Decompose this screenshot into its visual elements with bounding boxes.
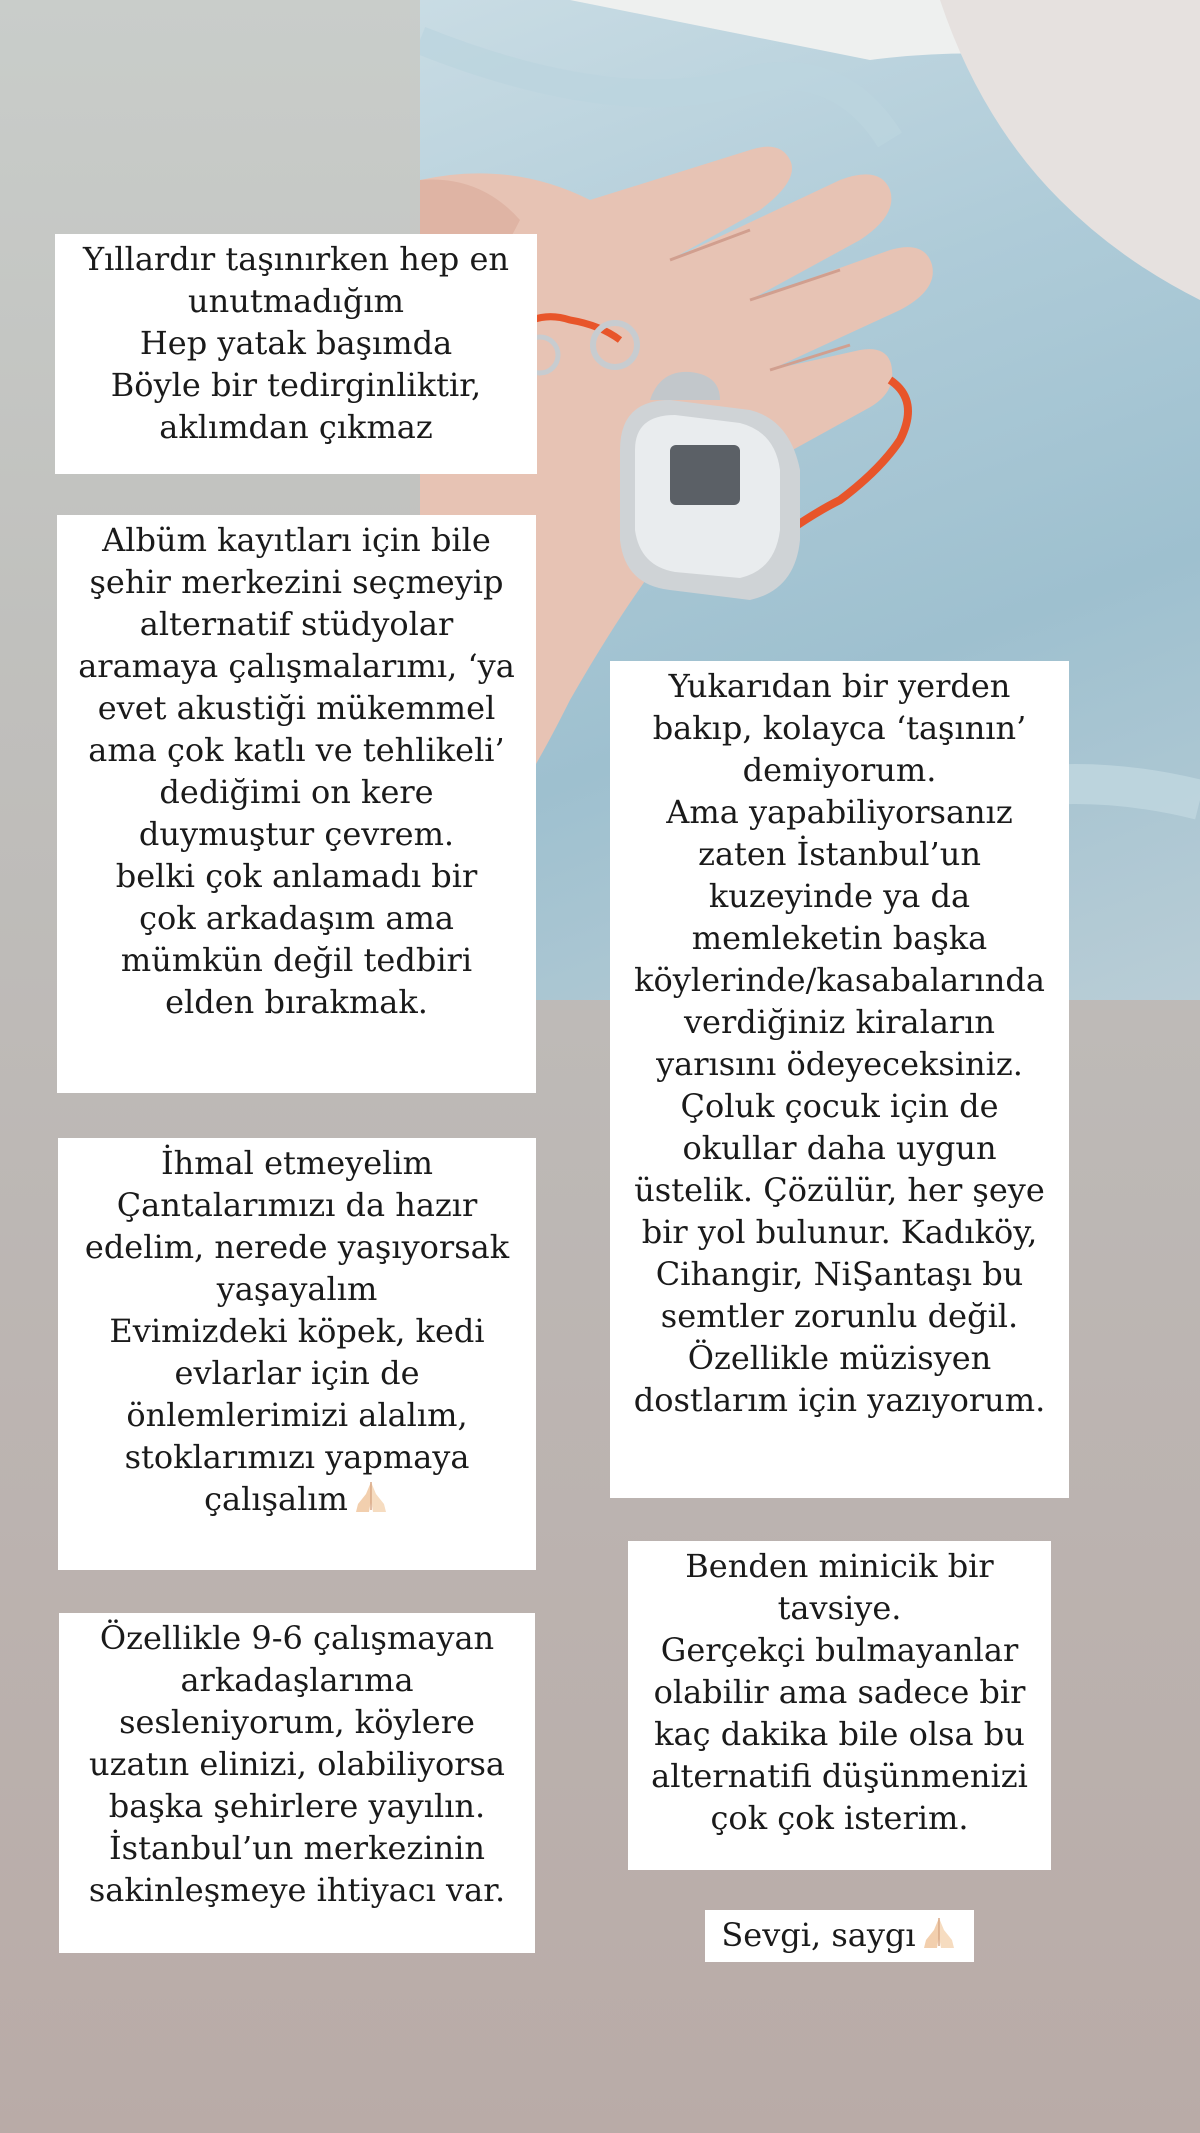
story-text-line: olabilir ama sadece bir bbox=[653, 1673, 1026, 1711]
story-text-box-album bbox=[57, 515, 536, 1093]
story-text-line: dediğimi on kere bbox=[159, 773, 434, 811]
story-text-line: memleketin başka bbox=[691, 919, 988, 957]
story-text-line: Çoluk çocuk için de bbox=[680, 1087, 999, 1125]
story-text-line: edelim, nerede yaşıyorsak bbox=[84, 1228, 510, 1266]
story-text-line: Evimizdeki köpek, kedi bbox=[109, 1312, 485, 1350]
story-text-box-call-to-action bbox=[59, 1613, 535, 1953]
story-text-line: Gerçekçi bulmayanlar bbox=[660, 1631, 1019, 1669]
story-text-line: Sevgi, saygı bbox=[721, 1916, 916, 1954]
story-text-line: arkadaşlarıma bbox=[180, 1661, 414, 1699]
folded-hands-emoji-icon bbox=[352, 1480, 390, 1514]
story-text-line: kuzeyinde ya da bbox=[708, 877, 971, 915]
story-text-line: sesleniyorum, köylere bbox=[119, 1703, 475, 1741]
story-text-line: bir yol bulunur. Kadıköy, bbox=[641, 1213, 1038, 1251]
story-text-line: zaten İstanbul’un bbox=[698, 835, 981, 873]
story-text-line: uzatın elinizi, olabiliyorsa bbox=[88, 1745, 505, 1783]
story-text-box-signoff bbox=[705, 1910, 974, 1962]
story-text-line: evlarlar için de bbox=[174, 1354, 420, 1392]
story-text-line: Hep yatak başımda bbox=[139, 324, 453, 362]
story-text-line: önlemlerimizi alalım, bbox=[126, 1396, 468, 1434]
story-text-line: bakıp, kolayca ‘taşının’ bbox=[652, 709, 1027, 747]
story-text-box-precautions bbox=[58, 1138, 536, 1570]
story-text-line: Albüm kayıtları için bile bbox=[102, 521, 491, 559]
story-text-line: aramaya çalışmalarımı, ‘ya bbox=[78, 647, 515, 685]
folded-hands-emoji-icon bbox=[920, 1916, 958, 1950]
story-text-line: Çantalarımızı da hazır bbox=[116, 1186, 478, 1224]
story-text-line: çok arkadaşım ama bbox=[139, 899, 454, 937]
story-text-line: yaşayalım bbox=[216, 1270, 378, 1308]
story-text-line: çalışalım bbox=[204, 1480, 348, 1518]
story-text-line: üstelik. Çözülür, her şeye bbox=[634, 1171, 1045, 1209]
story-text-line: köylerinde/kasabalarında bbox=[634, 961, 1045, 999]
story-text-line: elden bırakmak. bbox=[165, 983, 428, 1021]
story-text-line: ama çok katlı ve tehlikeli’ bbox=[88, 731, 505, 769]
story-text-line: evet akustiği mükemmel bbox=[97, 689, 496, 727]
story-text-line: İstanbul’un merkezinin bbox=[109, 1829, 485, 1867]
story-text-line: Benden minicik bir bbox=[685, 1547, 994, 1585]
story-text-line: çok çok isterim. bbox=[710, 1799, 969, 1837]
story-text-box-advice bbox=[628, 1541, 1051, 1870]
story-text-line: aklımdan çıkmaz bbox=[159, 408, 433, 446]
story-text-line: duymuştur çevrem. bbox=[138, 815, 455, 853]
story-text-line: Özellikle 9-6 çalışmayan bbox=[99, 1619, 495, 1657]
story-text-line: kaç dakika bile olsa bu bbox=[654, 1715, 1025, 1753]
story-text-line: Yıllardır taşınırken hep en bbox=[83, 240, 509, 278]
story-text-line: belki çok anlamadı bir bbox=[115, 857, 478, 895]
story-text-box-relocation bbox=[610, 661, 1069, 1498]
story-text-line: semtler zorunlu değil. bbox=[660, 1297, 1019, 1335]
story-text-line: alternatif stüdyolar bbox=[139, 605, 454, 643]
story-text-line: stoklarımızı yapmaya bbox=[124, 1438, 470, 1476]
story-text-line: Ama yapabiliyorsanız bbox=[666, 793, 1013, 831]
story-text-line: yarısını ödeyeceksiniz. bbox=[656, 1045, 1023, 1083]
story-text-line: alternatifi düşünmenizi bbox=[651, 1757, 1028, 1795]
story-text-line: demiyorum. bbox=[742, 751, 937, 789]
story-text-line: Yukarıdan bir yerden bbox=[668, 667, 1011, 705]
story-text-line: unutmadığım bbox=[188, 282, 404, 320]
story-text-line: tavsiye. bbox=[777, 1589, 902, 1627]
story-text-line-with-emoji bbox=[713, 1914, 966, 1956]
story-text-line: sakinleşmeye ihtiyacı var. bbox=[88, 1871, 506, 1909]
story-text-line: okullar daha uygun bbox=[682, 1129, 997, 1167]
story-text-line: şehir merkezini seçmeyip bbox=[89, 563, 504, 601]
story-text-line: Cihangir, NiŞantaşı bu bbox=[655, 1255, 1024, 1293]
story-text-line-with-emoji bbox=[66, 1478, 528, 1520]
story-text-line: verdiğiniz kiraların bbox=[683, 1003, 996, 1041]
story-text-line: Özellikle müzisyen bbox=[687, 1339, 992, 1377]
story-text-line: İhmal etmeyelim bbox=[161, 1144, 433, 1182]
story-text-line: mümkün değil tedbiri bbox=[120, 941, 473, 979]
story-text-box-intro bbox=[55, 234, 537, 474]
story-text-line: başka şehirlere yayılın. bbox=[108, 1787, 486, 1825]
story-text-line: dostlarım için yazıyorum. bbox=[633, 1381, 1046, 1419]
story-text-line: Böyle bir tedirginliktir, bbox=[110, 366, 482, 404]
